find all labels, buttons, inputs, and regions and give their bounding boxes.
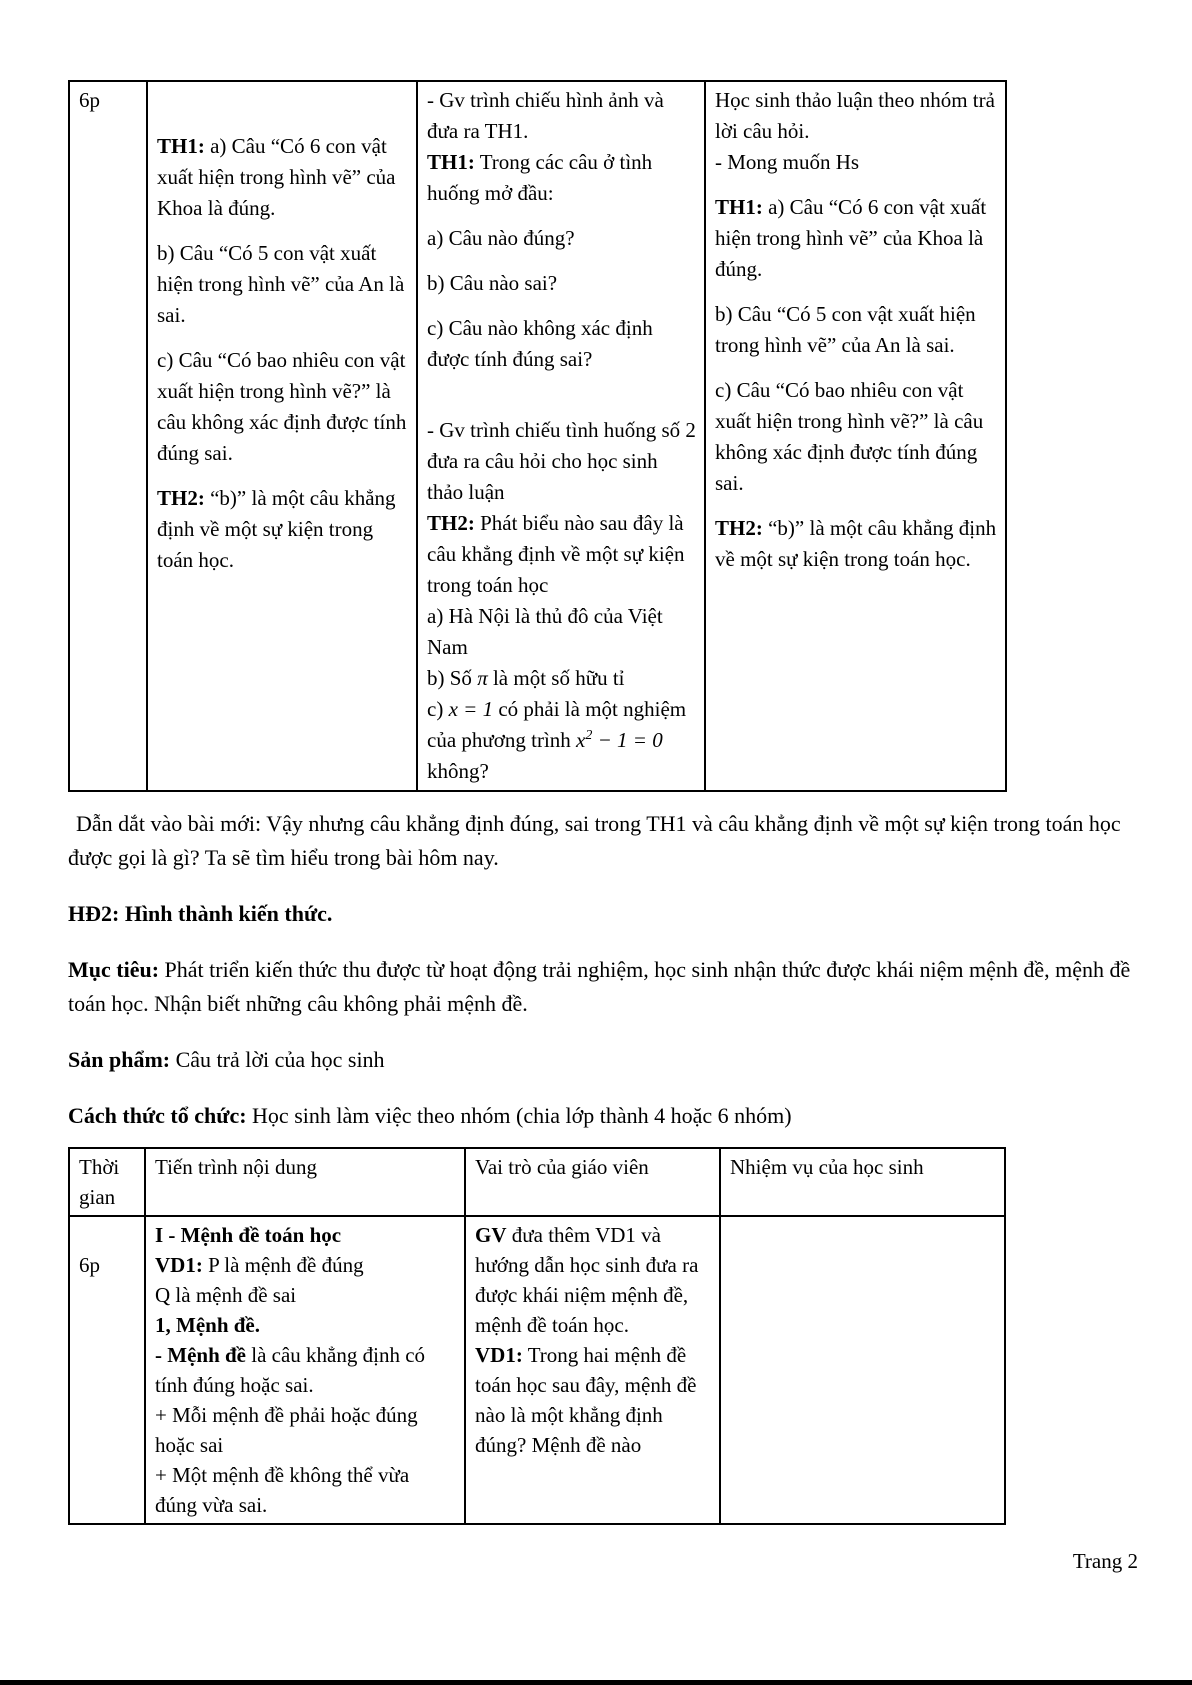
content-paragraph: TH2: “b)” là một câu khẳng định về một sự kiện trong toán học. [157, 486, 396, 572]
x-equals-1-math: x = 1 [448, 697, 494, 721]
table2-cell-student [720, 1216, 1005, 1524]
teacher-paragraph: a) Câu nào đúng? [427, 226, 575, 250]
x-squared-equation-math: $x^2 - 1 = 0$ [576, 728, 663, 752]
table2-cell-content [145, 1216, 465, 1524]
teacher-paragraph: a) Hà Nội là thủ đô của Việt Nam [427, 604, 663, 659]
san-pham-paragraph: Sản phẩm: Câu trả lời của học sinh [68, 1047, 385, 1072]
table-row [69, 81, 1006, 791]
content-paragraph: + Một mệnh đề không thể vừa đúng vừa sai. [155, 1463, 410, 1517]
table2-cell-time [69, 1216, 145, 1524]
student-paragraph: - Mong muốn Hs [715, 150, 860, 174]
section-i-title: I - Mệnh đề toán học [155, 1223, 342, 1247]
teacher-paragraph: c) x = 1 có phải là một nghiệm của phương trình $x^2 - 1 = 0$ không? [427, 697, 687, 783]
student-paragraph: TH1: a) Câu “Có 6 con vật xuất hiện trong hình vẽ” của Khoa là đúng. [715, 195, 987, 281]
lead-in-paragraph: Dẫn dắt vào bài mới: Vậy nhưng câu khẳng định đúng, sai trong TH1 và câu khẳng định về một sự kiện trong toán học được gọi là gì? Ta sẽ tìm hiểu trong bài hôm nay. [68, 811, 1121, 870]
section-heading-hd2: HĐ2: Hình thành kiến thức. [68, 901, 333, 926]
student-paragraph: b) Câu “Có 5 con vật xuất hiện trong hình vẽ” của An là sai. [715, 302, 976, 357]
gv-label: GV [475, 1223, 507, 1247]
th2-label: TH2: [715, 516, 763, 540]
muc-tieu-label: Mục tiêu: [68, 957, 160, 982]
vd1-label: VD1: [155, 1253, 203, 1277]
content-paragraph [155, 1310, 456, 1340]
san-pham-label: Sản phẩm: [68, 1047, 171, 1072]
muc-tieu-paragraph: Mục tiêu: Phát triển kiến thức thu được từ hoạt động trải nghiệm, học sinh nhận thức được khái niệm mệnh đề, mệnh đề toán học. Nhận biết những câu không phải mệnh đề. [68, 957, 1131, 1016]
cach-thuc-paragraph: Cách thức tổ chức: Học sinh làm việc theo nhóm (chia lớp thành 4 hoặc 6 nhóm) [68, 1103, 792, 1128]
teacher-paragraph: TH1: Trong các câu ở tình huống mở đầu: [427, 150, 653, 205]
teacher-paragraph: b) Số π là một số hữu tỉ [427, 666, 625, 690]
teacher-paragraph: b) Câu nào sai? [427, 271, 558, 295]
th1-label: TH1: [157, 134, 205, 158]
th2-label: TH2: [427, 511, 475, 535]
teacher-paragraph: - Gv trình chiếu hình ảnh và đưa ra TH1. [427, 88, 664, 143]
content-paragraph: Q là mệnh đề sai [155, 1283, 297, 1307]
table1-cell-time [69, 81, 147, 791]
table-header-row [69, 1148, 1005, 1216]
student-paragraph: Học sinh thảo luận theo nhóm trả lời câu hỏi. [715, 88, 995, 143]
vd1-label: VD1: [475, 1343, 523, 1367]
header-vai-tro: Vai trò của giáo viên [465, 1148, 720, 1216]
table1-cell-teacher [417, 81, 705, 791]
pi-math: π [477, 666, 488, 690]
content-paragraph: b) Câu “Có 5 con vật xuất hiện trong hình vẽ” của An là sai. [157, 241, 405, 327]
table1-cell-content [147, 81, 417, 791]
time-value: 6p [79, 88, 100, 112]
table2-cell-teacher [465, 1216, 720, 1524]
header-thoi-gian: Thời gian [69, 1148, 145, 1216]
th1-label: TH1: [715, 195, 763, 219]
header-tien-trinh: Tiến trình nội dung [145, 1148, 465, 1216]
activity-table-2 [68, 1147, 1006, 1525]
table-row [69, 1216, 1005, 1524]
content-paragraph: + Mỗi mệnh đề phải hoặc đúng hoặc sai [155, 1403, 418, 1457]
teacher-paragraph: TH2: Phát biểu nào sau đây là câu khẳng định về một sự kiện trong toán học [427, 511, 685, 597]
teacher-paragraph: c) Câu nào không xác định được tính đúng sai? [427, 316, 653, 371]
content-paragraph: VD1: P là mệnh đề đúng [155, 1253, 364, 1277]
teacher-paragraph: GV đưa thêm VD1 và hướng dẫn học sinh đưa ra được khái niệm mệnh đề, mệnh đề toán học. [475, 1223, 699, 1337]
student-paragraph: TH2: “b)” là một câu khẳng định về một sự kiện trong toán học. [715, 516, 997, 571]
cach-thuc-label: Cách thức tổ chức: [68, 1103, 247, 1128]
content-paragraph: TH1: a) Câu “Có 6 con vật xuất hiện trong hình vẽ” của Khoa là đúng. [157, 134, 396, 220]
header-nhiem-vu: Nhiệm vụ của học sinh [720, 1148, 1005, 1216]
student-paragraph: c) Câu “Có bao nhiêu con vật xuất hiện trong hình vẽ?” là câu không xác định được tính đúng sai. [715, 378, 984, 495]
th1-label: TH1: [427, 150, 475, 174]
menh-de-term: - Mệnh đề [155, 1343, 246, 1367]
time-value: 6p [79, 1253, 100, 1277]
activity-table-1 [68, 80, 1007, 792]
page-number-footer: Trang 2 [1072, 1549, 1138, 1573]
teacher-paragraph: - Gv trình chiếu tình huống số 2 đưa ra câu hỏi cho học sinh thảo luận [427, 418, 696, 504]
content-paragraph: - Mệnh đề là câu khẳng định có tính đúng hoặc sai. [155, 1343, 426, 1397]
menh-de-heading: 1, Mệnh đề. [155, 1313, 260, 1337]
teacher-paragraph: VD1: Trong hai mệnh đề toán học sau đây, mệnh đề nào là một khẳng định đúng? Mệnh đề nào [475, 1343, 697, 1457]
bottom-edge-bar [0, 1680, 1192, 1685]
table1-cell-student [705, 81, 1006, 791]
content-paragraph: c) Câu “Có bao nhiêu con vật xuất hiện trong hình vẽ?” là câu không xác định được tính đúng sai. [157, 348, 407, 465]
content-paragraph [155, 1220, 456, 1250]
th2-label: TH2: [157, 486, 205, 510]
